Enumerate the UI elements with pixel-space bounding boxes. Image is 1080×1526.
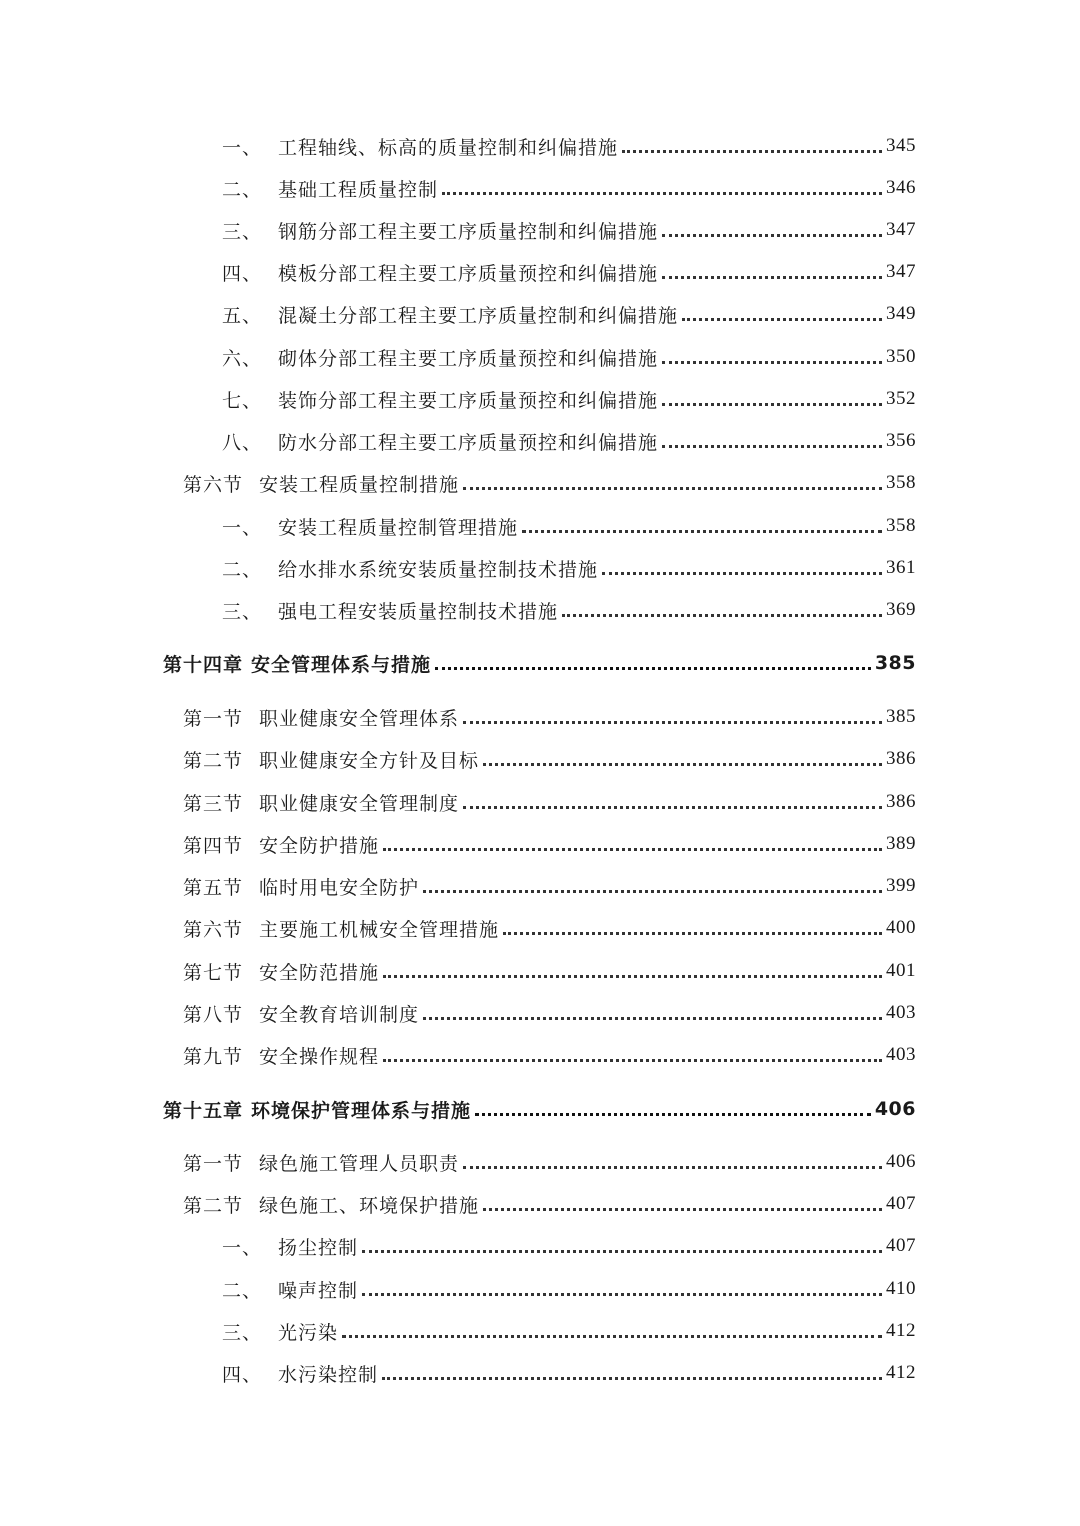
toc-entry-number: 二、 xyxy=(222,178,263,201)
toc-entry-title: 临时用电安全防护 xyxy=(259,876,420,899)
toc-entry[interactable] xyxy=(183,1040,916,1070)
toc-entry-number: 第八节 xyxy=(183,1003,244,1026)
toc-entry-number: 第九节 xyxy=(183,1045,244,1068)
toc-chapter-entry[interactable] xyxy=(163,1094,916,1124)
toc-entry-number: 一、 xyxy=(222,516,263,539)
toc-entry[interactable] xyxy=(183,913,916,943)
toc-entry[interactable] xyxy=(222,1231,916,1261)
toc-entry-page: 346 xyxy=(886,177,916,198)
toc-entry-page: 349 xyxy=(886,303,916,324)
dot-leader xyxy=(562,595,882,625)
toc-entry-page: 347 xyxy=(886,261,916,282)
toc-entry-page: 385 xyxy=(886,706,916,727)
toc-entry-title: 职业健康安全方针及目标 xyxy=(259,749,480,772)
toc-entry-number: 第六节 xyxy=(183,918,244,941)
toc-entry-number: 二、 xyxy=(222,558,263,581)
toc-entry-title: 职业健康安全管理体系 xyxy=(259,707,460,730)
toc-entry-page: 407 xyxy=(886,1235,916,1256)
toc-entry-title: 绿色施工、环境保护措施 xyxy=(259,1194,480,1217)
dot-leader xyxy=(463,468,882,498)
dot-leader xyxy=(463,1147,882,1177)
dot-leader xyxy=(442,173,882,203)
toc-entry[interactable] xyxy=(222,595,916,625)
toc-entry-page: 412 xyxy=(886,1362,916,1383)
toc-entry-title: 模板分部工程主要工序质量预控和纠偏措施 xyxy=(278,262,659,285)
toc-entry-title: 安全管理体系与措施 xyxy=(251,653,432,676)
dot-leader xyxy=(662,257,882,287)
toc-entry[interactable] xyxy=(222,173,916,203)
toc-entry-number: 二、 xyxy=(222,1279,263,1302)
toc-entry-title: 基础工程质量控制 xyxy=(278,178,439,201)
toc-chapter-entry[interactable] xyxy=(163,648,916,678)
dot-leader xyxy=(522,511,882,541)
toc-entry-page: 361 xyxy=(886,557,916,578)
toc-entry-number: 第三节 xyxy=(183,792,244,815)
toc-entry-number: 三、 xyxy=(222,600,263,623)
dot-leader xyxy=(383,956,882,986)
toc-entry-page: 352 xyxy=(886,388,916,409)
toc-entry-title: 混凝土分部工程主要工序质量控制和纠偏措施 xyxy=(278,304,679,327)
toc-entry-page: 401 xyxy=(886,960,916,981)
toc-entry-page: 358 xyxy=(886,515,916,536)
toc-entry-page: 407 xyxy=(886,1193,916,1214)
toc-entry-title: 安装工程质量控制管理措施 xyxy=(278,516,519,539)
dot-leader xyxy=(662,342,882,372)
dot-leader xyxy=(475,1094,871,1124)
toc-entry-number: 一、 xyxy=(222,136,263,159)
toc-entry[interactable] xyxy=(183,468,916,498)
toc-entry-number: 八、 xyxy=(222,431,263,454)
toc-entry-title: 钢筋分部工程主要工序质量控制和纠偏措施 xyxy=(278,220,659,243)
toc-entry[interactable] xyxy=(222,511,916,541)
toc-entry-page: 369 xyxy=(886,599,916,620)
dot-leader xyxy=(383,1040,882,1070)
dot-leader xyxy=(662,215,882,245)
toc-entry-number: 第一节 xyxy=(183,707,244,730)
toc-entry[interactable] xyxy=(183,956,916,986)
toc-entry-title: 安全防护措施 xyxy=(259,834,380,857)
toc-entry-number: 第二节 xyxy=(183,1194,244,1217)
toc-entry-page: 386 xyxy=(886,791,916,812)
toc-entry-page: 356 xyxy=(886,430,916,451)
toc-entry-title: 噪声控制 xyxy=(278,1279,359,1302)
toc-entry-title: 绿色施工管理人员职责 xyxy=(259,1152,460,1175)
toc-entry[interactable] xyxy=(183,829,916,859)
toc-entry[interactable] xyxy=(222,1358,916,1388)
toc-entry-number: 第一节 xyxy=(183,1152,244,1175)
toc-entry-title: 给水排水系统安装质量控制技术措施 xyxy=(278,558,599,581)
dot-leader xyxy=(503,913,882,943)
toc-entry[interactable] xyxy=(183,744,916,774)
toc-entry[interactable] xyxy=(183,1147,916,1177)
toc-entry-number: 第二节 xyxy=(183,749,244,772)
toc-entry[interactable] xyxy=(222,215,916,245)
toc-entry-number: 三、 xyxy=(222,220,263,243)
toc-entry-page: 386 xyxy=(886,748,916,769)
toc-entry-page: 350 xyxy=(886,346,916,367)
toc-entry-page: 389 xyxy=(886,833,916,854)
toc-entry-title: 强电工程安装质量控制技术措施 xyxy=(278,600,559,623)
toc-entry-title: 安全防范措施 xyxy=(259,961,380,984)
toc-entry-number: 第五节 xyxy=(183,876,244,899)
toc-entry-page: 399 xyxy=(886,875,916,896)
toc-entry-page: 345 xyxy=(886,135,916,156)
toc-entry-page: 400 xyxy=(886,917,916,938)
dot-leader xyxy=(622,131,882,161)
toc-entry[interactable] xyxy=(183,702,916,732)
toc-entry-title: 安全操作规程 xyxy=(259,1045,380,1068)
toc-entry-title: 主要施工机械安全管理措施 xyxy=(259,918,500,941)
toc-entry-number: 三、 xyxy=(222,1321,263,1344)
dot-leader xyxy=(463,787,882,817)
toc-entry-number: 六、 xyxy=(222,347,263,370)
toc-entry-number: 第四节 xyxy=(183,834,244,857)
toc-entry-page: 410 xyxy=(886,1278,916,1299)
toc-entry-page: 385 xyxy=(874,652,916,674)
dot-leader xyxy=(382,1358,882,1388)
toc-entry-number: 第十五章 xyxy=(163,1099,244,1122)
toc-entry[interactable] xyxy=(222,1274,916,1304)
dot-leader xyxy=(682,299,882,329)
toc-entry-number: 五、 xyxy=(222,304,263,327)
toc-entry[interactable] xyxy=(222,384,916,414)
toc-entry-title: 安全教育培训制度 xyxy=(259,1003,420,1026)
toc-entry-page: 358 xyxy=(886,472,916,493)
dot-leader xyxy=(362,1274,882,1304)
toc-entry[interactable] xyxy=(222,257,916,287)
toc-entry[interactable] xyxy=(222,553,916,583)
toc-entry[interactable] xyxy=(183,998,916,1028)
toc-entry[interactable] xyxy=(183,787,916,817)
toc-entry-page: 403 xyxy=(886,1044,916,1065)
dot-leader xyxy=(423,871,882,901)
dot-leader xyxy=(483,744,882,774)
dot-leader xyxy=(483,1189,882,1219)
toc-entry[interactable] xyxy=(222,299,916,329)
toc-entry-title: 防水分部工程主要工序质量预控和纠偏措施 xyxy=(278,431,659,454)
dot-leader xyxy=(342,1316,882,1346)
dot-leader xyxy=(602,553,882,583)
toc-entry-title: 职业健康安全管理制度 xyxy=(259,792,460,815)
dot-leader xyxy=(435,648,871,678)
toc-entry-title: 水污染控制 xyxy=(278,1363,379,1386)
toc-entry-title: 装饰分部工程主要工序质量预控和纠偏措施 xyxy=(278,389,659,412)
toc-entry[interactable] xyxy=(222,1316,916,1346)
dot-leader xyxy=(383,829,882,859)
toc-entry-page: 412 xyxy=(886,1320,916,1341)
toc-entry-title: 安装工程质量控制措施 xyxy=(259,473,460,496)
toc-entry-number: 第六节 xyxy=(183,473,244,496)
toc-entry-number: 四、 xyxy=(222,262,263,285)
toc-entry-number: 四、 xyxy=(222,1363,263,1386)
toc-entry[interactable] xyxy=(183,1189,916,1219)
toc-entry-title: 光污染 xyxy=(278,1321,339,1344)
toc-entry[interactable] xyxy=(222,426,916,456)
dot-leader xyxy=(362,1231,882,1261)
toc-entry[interactable] xyxy=(222,342,916,372)
toc-entry-page: 403 xyxy=(886,1002,916,1023)
toc-entry-page: 406 xyxy=(874,1098,916,1120)
toc-entry-title: 砌体分部工程主要工序质量预控和纠偏措施 xyxy=(278,347,659,370)
toc-entry-title: 环境保护管理体系与措施 xyxy=(251,1099,472,1122)
toc-entry-title: 工程轴线、标高的质量控制和纠偏措施 xyxy=(278,136,619,159)
toc-entry-number: 第七节 xyxy=(183,961,244,984)
toc-entry-title: 扬尘控制 xyxy=(278,1236,359,1259)
toc-entry-number: 七、 xyxy=(222,389,263,412)
dot-leader xyxy=(662,426,882,456)
toc-entry-number: 第十四章 xyxy=(163,653,244,676)
dot-leader xyxy=(423,998,882,1028)
toc-entry[interactable] xyxy=(183,871,916,901)
dot-leader xyxy=(662,384,882,414)
toc-entry-page: 406 xyxy=(886,1151,916,1172)
toc-entry-page: 347 xyxy=(886,219,916,240)
toc-entry-number: 一、 xyxy=(222,1236,263,1259)
dot-leader xyxy=(463,702,882,732)
toc-entry[interactable] xyxy=(222,131,916,161)
